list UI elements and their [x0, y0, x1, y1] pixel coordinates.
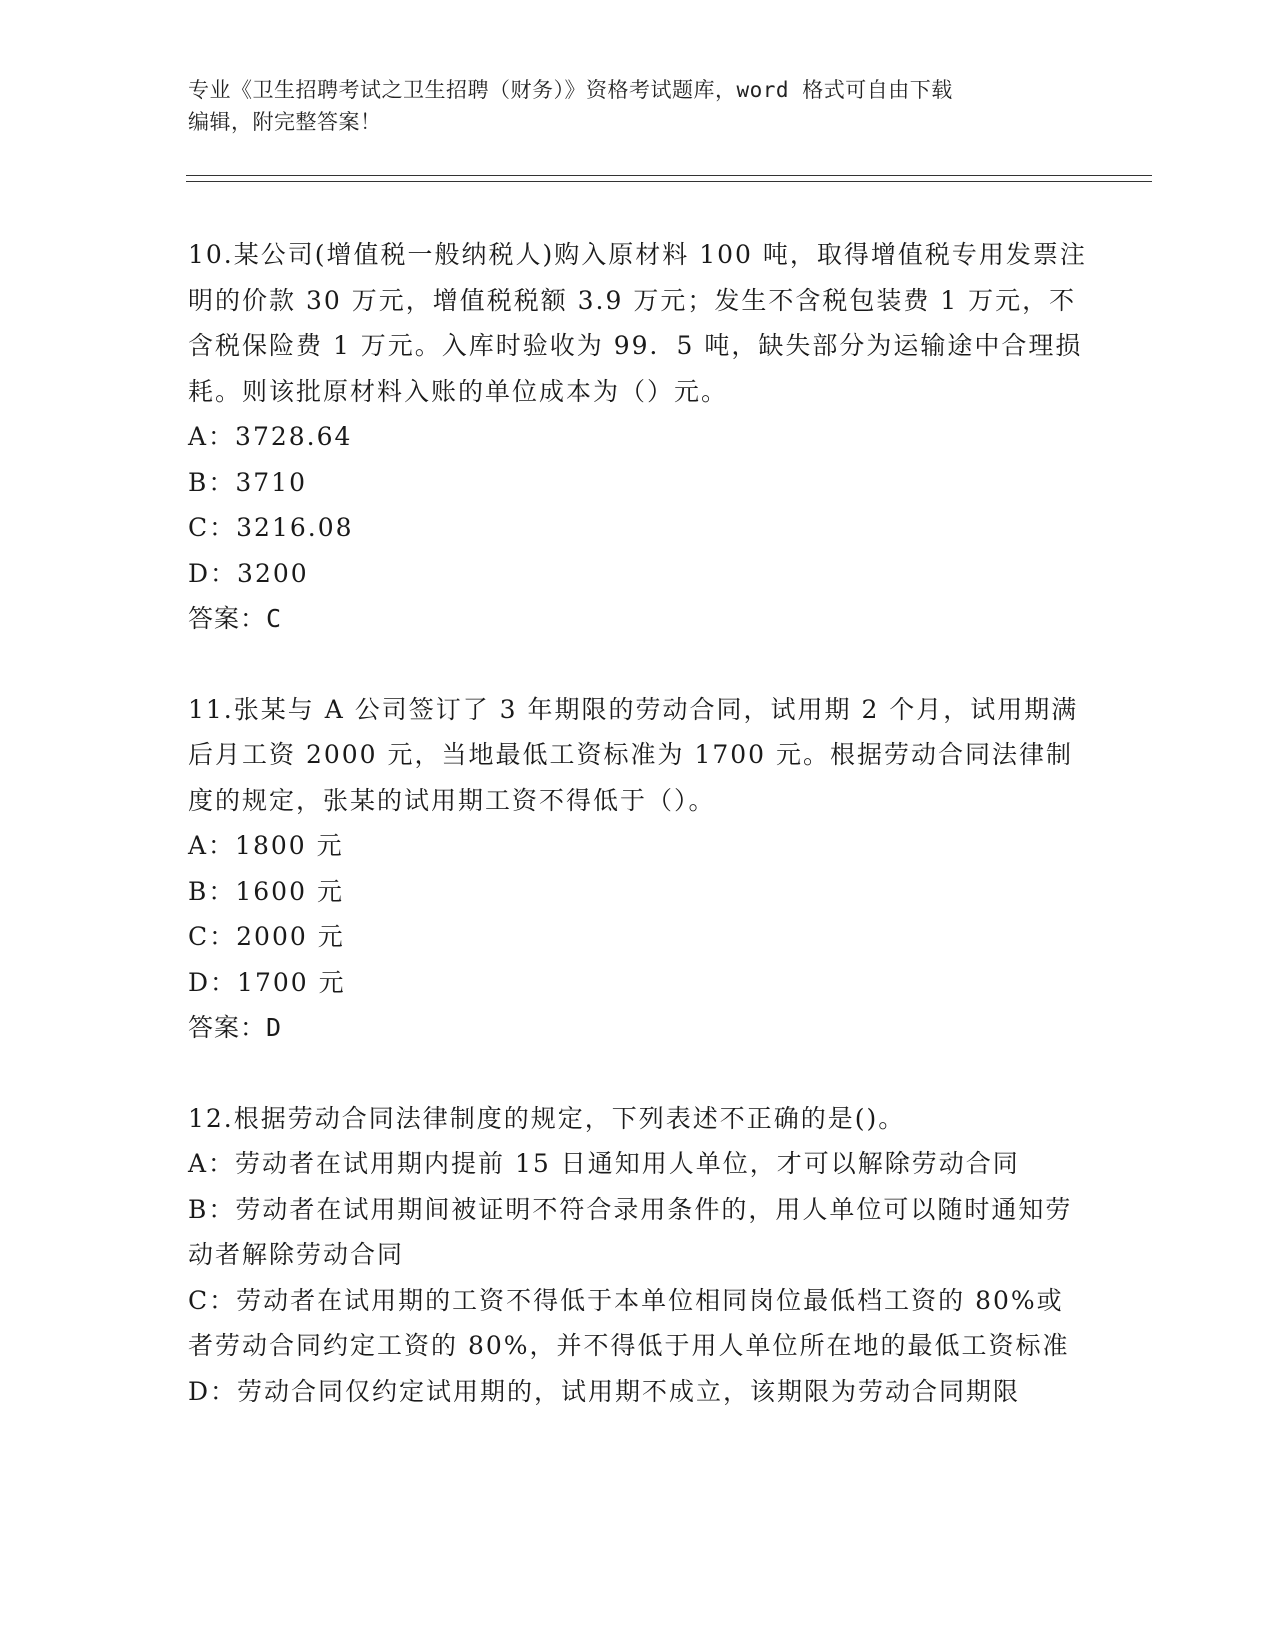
question-12 [188, 1096, 1088, 1415]
question-list [188, 232, 1088, 1414]
option-c: C：劳动者在试用期的工资不得低于本单位相同岗位最低档工资的 80%或者劳动合同约定工资的 80%，并不得低于用人单位所在地的最低工资标准 [188, 1285, 1070, 1360]
option-c: C：3216.08 [188, 513, 354, 542]
document-header [188, 74, 1088, 138]
option-d: D：劳动合同仅约定试用期的，试用期不成立，该期限为劳动合同期限 [188, 1376, 1021, 1406]
question-text: 10.某公司(增值税一般纳税人)购入原材料 100 吨，取得增值税专用发票注明的价款 30 万元，增值税税额 3.9 万元；发生不含税包装费 1 万元，不含税保险费 1 万元。入库时验收为 99．5 吨，缺失部分为运输途中合理损耗。则该批原材料入账的单位成本为（）元。 [188, 240, 1087, 406]
option-d: D：1700 元 [188, 967, 346, 997]
question-text: 11.张某与 A 公司签订了 3 年期限的劳动合同，试用期 2 个月，试用期满后月工资 2000 元，当地最低工资标准为 1700 元。根据劳动合同法律制度的规定，张某的试用期工资不得低于（）。 [188, 694, 1079, 815]
option-c: C：2000 元 [188, 922, 345, 951]
option-b: B：1600 元 [188, 876, 344, 906]
answer: 答案：C [188, 604, 283, 633]
header-line-1: 专业《卫生招聘考试之卫生招聘（财务）》资格考试题库，word 格式可自由下载 [188, 78, 953, 102]
header-divider-top [186, 175, 1152, 176]
question-spacer [188, 1051, 1088, 1096]
header-divider-bottom [186, 181, 1152, 182]
question-text: 12.根据劳动合同法律制度的规定，下列表述不正确的是()。 [188, 1103, 906, 1133]
option-a: A：3728.64 [188, 422, 353, 451]
question-11 [188, 687, 1088, 1051]
option-a: A：劳动者在试用期内提前 15 日通知用人单位，才可以解除劳动合同 [188, 1149, 1020, 1178]
option-b: B：3710 [188, 467, 307, 497]
option-a: A：1800 元 [188, 831, 344, 860]
option-b: B：劳动者在试用期间被证明不符合录用条件的，用人单位可以随时通知劳动者解除劳动合同 [188, 1194, 1073, 1269]
question-10 [188, 232, 1088, 642]
header-line-2: 编辑，附完整答案！ [188, 110, 382, 134]
option-d: D：3200 [188, 558, 309, 588]
answer: 答案：D [188, 1013, 283, 1042]
question-spacer [188, 642, 1088, 687]
